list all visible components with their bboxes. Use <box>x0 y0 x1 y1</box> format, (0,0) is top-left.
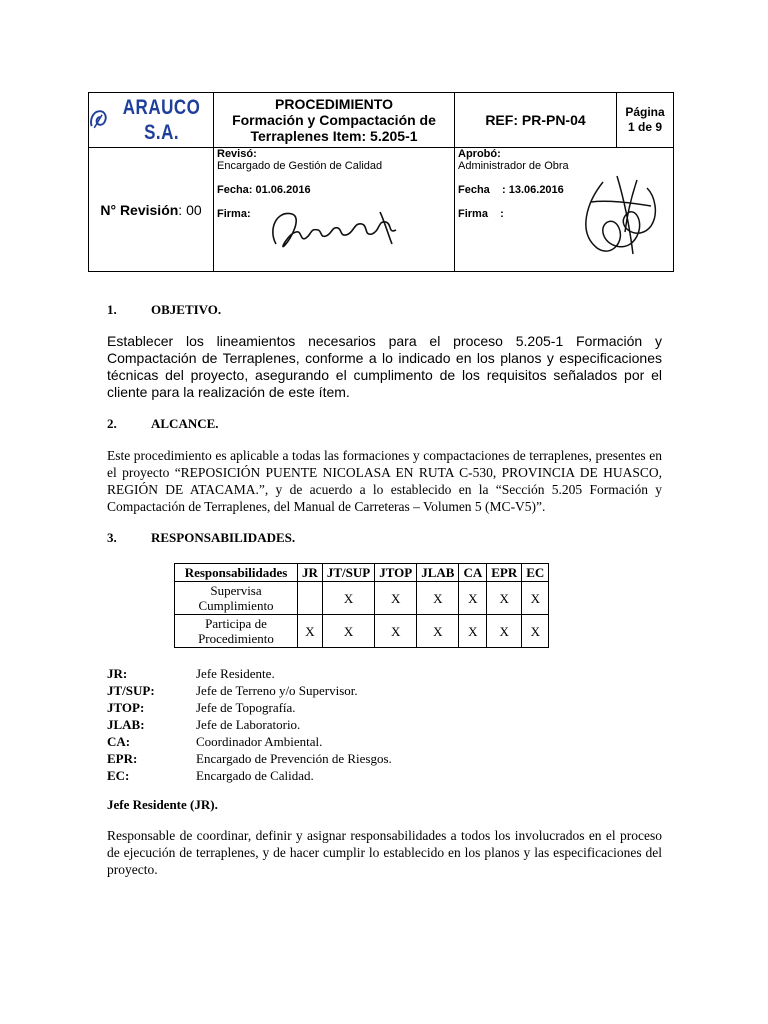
document-title <box>214 93 455 148</box>
section-2-number: 2. <box>107 416 117 431</box>
table-cell: X <box>487 582 522 615</box>
legend-abbr: EPR: <box>107 751 138 766</box>
legend-abbr: JLAB: <box>107 717 145 732</box>
legend-desc: Jefe de Laboratorio. <box>196 717 301 732</box>
legend-desc: Jefe de Topografía. <box>196 700 296 715</box>
approved-by: Administrador de Obra <box>458 160 569 172</box>
legend-item <box>107 767 392 784</box>
legend-item <box>107 733 392 750</box>
revision-label: N° Revisión <box>100 201 179 218</box>
legend-item <box>107 716 392 733</box>
reviewed-label: Revisó: <box>217 148 257 160</box>
table-cell: X <box>298 615 323 648</box>
row-label: Participa de Procedimiento <box>175 615 298 648</box>
section-3-title: RESPONSABILIDADES. <box>151 530 296 545</box>
legend-item <box>107 750 392 767</box>
table-cell: X <box>459 582 487 615</box>
reviewed-by: Encargado de Gestión de Calidad <box>217 160 383 172</box>
approver-signature-image <box>567 172 667 264</box>
reviewed-signature-label: Firma: <box>217 208 251 220</box>
doc-type: PROCEDIMIENTO <box>275 96 393 112</box>
company-logo <box>89 93 214 148</box>
legend-item <box>107 682 392 699</box>
legend-abbr: JTOP: <box>107 700 145 715</box>
approved-by-block <box>455 148 674 272</box>
reviewed-by-block <box>214 148 455 272</box>
responsibilities-table <box>174 563 549 648</box>
column-header: EC <box>522 564 549 582</box>
table-cell: X <box>375 582 417 615</box>
legend-desc: Jefe de Terreno y/o Supervisor. <box>196 683 358 698</box>
section-1-title: OBJETIVO. <box>151 302 222 317</box>
table-row <box>175 615 549 648</box>
table-row <box>175 582 549 615</box>
reviewed-date: Fecha: 01.06.2016 <box>217 184 311 196</box>
legend-desc: Encargado de Prevención de Riesgos. <box>196 751 392 766</box>
page-number <box>617 93 674 148</box>
column-header: JR <box>298 564 323 582</box>
table-cell: X <box>487 615 522 648</box>
logo-text: ARAUCO S.A. <box>122 95 201 144</box>
title-line-2: Terraplenes Item: 5.205-1 <box>250 128 418 144</box>
table-cell: X <box>322 615 374 648</box>
section-2-heading <box>107 416 219 432</box>
column-header: CA <box>459 564 487 582</box>
reviewer-signature-image <box>262 200 402 256</box>
column-header: JLAB <box>417 564 459 582</box>
section-3-number: 3. <box>107 530 117 545</box>
table-cell: X <box>522 615 549 648</box>
section-2-text: Este procedimiento es aplicable a todas las formaciones y compactaciones de terraplenes, presentes en el proyecto “REPOSICIÓN PUENTE NICOLASA EN RUTA C-530, PROVINCIA DE HUASCO, REGIÓN DE ATACAMA.”, y de acuerdo a lo establecido en la “Sección 5.205 Formación y Compactación de Terraplenes, del Manual de Carreteras – Volumen 5 (MC-V5)”. <box>107 448 662 514</box>
title-line-1: Formación y Compactación de <box>232 112 436 128</box>
table-cell: X <box>459 615 487 648</box>
legend-abbr: CA: <box>107 734 131 749</box>
page-value: 1 de 9 <box>627 120 663 134</box>
abbreviation-legend <box>107 665 392 784</box>
approved-signature-label: Firma : <box>458 208 504 220</box>
reference-code: REF: PR-PN-04 <box>455 93 617 148</box>
column-header: Responsabilidades <box>175 564 298 582</box>
section-1-text: Establecer los lineamientos necesarios para el proceso 5.205-1 Formación y Compactación de Terraplenes, conforme a lo indicado en los planos y especificaciones técnicas del proyecto, asegurando el cumplimento de los requisitos señalados por el cliente para la realización de este ítem. <box>107 333 662 400</box>
responsibilities-header-row <box>175 564 549 582</box>
page-label: Página <box>625 105 665 119</box>
section-1-number: 1. <box>107 302 117 317</box>
revision-value: : 00 <box>178 201 202 218</box>
table-cell: X <box>417 582 459 615</box>
legend-abbr: EC: <box>107 768 130 783</box>
legend-desc: Encargado de Calidad. <box>196 768 314 783</box>
legend-desc: Coordinador Ambiental. <box>196 734 323 749</box>
section-3-heading <box>107 530 295 546</box>
column-header: JTOP <box>375 564 417 582</box>
jr-section-text: Responsable de coordinar, definir y asignar responsabilidades a todos los involucrados en el proceso de ejecución de terraplenes, y de hacer cumplir lo establecido en los planos y las especificaciones del proyecto. <box>107 828 662 877</box>
legend-abbr: JR: <box>107 666 128 681</box>
legend-item <box>107 699 392 716</box>
row-label: Supervisa Cumplimiento <box>175 582 298 615</box>
arauco-logo-icon <box>89 107 108 133</box>
table-cell: X <box>322 582 374 615</box>
legend-item <box>107 665 392 682</box>
jr-section-title: Jefe Residente (JR). <box>107 797 218 812</box>
section-1-heading <box>107 302 221 318</box>
legend-desc: Jefe Residente. <box>196 666 275 681</box>
document-header-table <box>88 92 674 272</box>
column-header: JT/SUP <box>322 564 374 582</box>
column-header: EPR <box>487 564 522 582</box>
table-cell: X <box>522 582 549 615</box>
revision-number <box>89 148 214 272</box>
table-cell: X <box>417 615 459 648</box>
section-2-title: ALCANCE. <box>151 416 219 431</box>
approved-date: Fecha : 13.06.2016 <box>458 184 564 196</box>
legend-abbr: JT/SUP: <box>107 683 155 698</box>
approved-label: Aprobó: <box>458 148 501 160</box>
table-cell <box>298 582 323 615</box>
table-cell: X <box>375 615 417 648</box>
